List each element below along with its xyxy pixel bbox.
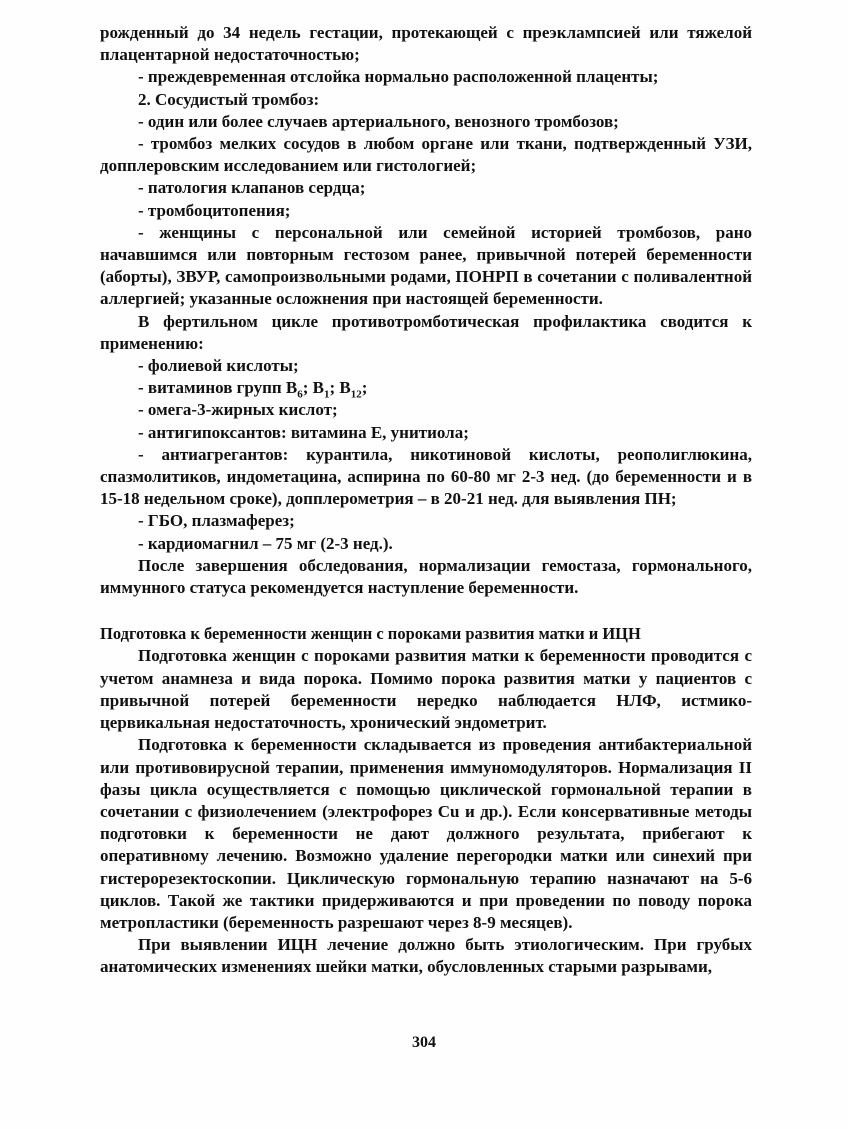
top-section (100, 22, 752, 377)
list-item: - фолиевой кислоты; (138, 356, 299, 376)
list-item: - омега-3-жирных кислот; (138, 400, 338, 420)
list-item: - женщины с персональной или семейной историей тромбозов, рано начавшимся или повторным гестозом ранее, привычной потерей беременности (аборты), ЗВУР, самопроизвольными родами, ПОНРП в сочетании с поливалентной аллергией; указанные осложнения при настоящей беременности. (100, 222, 752, 309)
list-item: - кардиомагнил – 75 мг (2-3 нед.). (138, 533, 393, 553)
paragraph: После завершения обследования, нормализации гемостаза, гормонального, иммунного статуса рекомендуется наступление беременности. (100, 555, 752, 598)
vitamins-separator-2: ; В (329, 378, 351, 398)
list-item: - антигипоксантов: витамина Е, унитиола; (138, 422, 469, 442)
page-number: 304 (412, 1034, 436, 1051)
middle-section (100, 399, 752, 599)
list-item: - один или более случаев артериального, венозного тромбозов; (138, 111, 619, 131)
list-item: - патология клапанов сердца; (138, 178, 366, 198)
list-item: - тромбоз мелких сосудов в любом органе или ткани, подтвержденный УЗИ, допплеровским исследованием или гистологией; (100, 134, 752, 176)
paragraph: В фертильном цикле противотромботическая профилактика сводится к применению: (100, 311, 752, 353)
list-item: - тромбоцитопения; (138, 200, 291, 220)
vitamins-suffix: ; (361, 378, 368, 398)
bottom-section (100, 645, 752, 978)
paragraph: При выявлении ИЦН лечение должно быть этиологическим. При грубых анатомических изменениях шейки матки, обусловленных старыми разрывами, (100, 935, 752, 977)
list-item: - ГБО, плазмаферез; (138, 511, 295, 531)
list-item: - преждевременная отслойка нормально расположенной плаценты; (138, 67, 659, 87)
vitamin-b12-subscript: 12 (350, 388, 362, 401)
vitamins-prefix: - витаминов групп В (138, 378, 298, 398)
vitamin-b1-subscript: 1 (324, 388, 330, 401)
vitamins-list-item (100, 377, 752, 399)
paragraph: Подготовка к беременности складывается из проведения антибактериальной или противовирусной терапии, применения иммуномодуляторов. Нормализация II фазы цикла осуществляется с помощью циклической гормональной терапии в сочетании с физиолечением (электрофорез Cu и др.). Если консервативные методы подготовки к беременности не дают должного результата, прибегают к оперативному лечению. Возможно удаление перегородки матки или синехий при гистерорезектоскопии. Циклическую гормональную терапию назначают на 5-6 циклов. Такой же тактики придерживаются и при проведении по поводу порока метропластики (беременность разрешают через 8-9 месяцев). (100, 735, 752, 932)
list-item: - антиагрегантов: курантила, никотиновой кислоты, реополиглюкина, спазмолитиков, индометацина, аспирина по 60-80 мг 2-3 нед. (до беременности и в 15-18 недельном сроке), допплерометрия – в 20-21 нед. для выявления ПН; (100, 444, 752, 509)
vitamin-b6-subscript: 6 (297, 388, 303, 401)
paragraph: Подготовка женщин с пороками развития матки к беременности проводится с учетом анамнеза и вида порока. Помимо порока развития матки у пациентов с привычной потерей беременности нередко наблюдается НЛФ, истмико-цервикальная недостаточность, хронический эндометрит. (100, 646, 752, 733)
list-item: 2. Сосудистый тромбоз: (138, 89, 320, 109)
vitamins-separator-1: ; В (302, 378, 325, 398)
section-heading: Подготовка к беременности женщин с пороками развития матки и ИЦН (100, 624, 641, 644)
page-text (100, 22, 752, 979)
paragraph: рожденный до 34 недель гестации, протекающей с преэклампсией или тяжелой плацентарной недостаточностью; (100, 23, 752, 65)
